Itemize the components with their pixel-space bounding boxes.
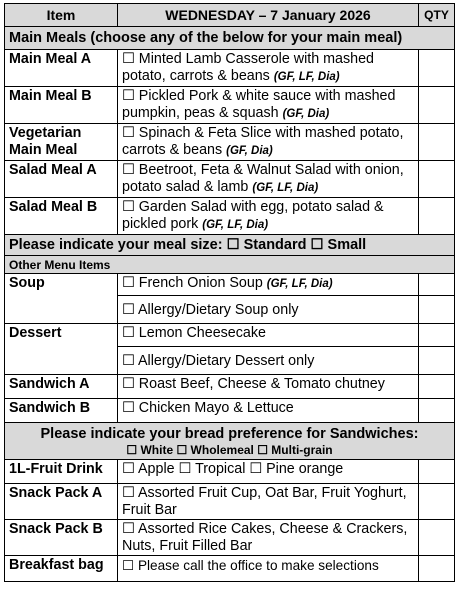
option-text: ☐ Beetroot, Feta & Walnut Salad with onion, potato salad & lamb: [122, 162, 404, 195]
qty-cell[interactable]: [419, 460, 455, 484]
qty-cell[interactable]: [419, 274, 455, 296]
soup-row-1: [5, 274, 455, 296]
item-option[interactable]: ☐ Allergy/Dietary Soup only: [118, 296, 419, 324]
item-option[interactable]: [118, 50, 419, 87]
header-row: [5, 4, 455, 27]
dietary-tag: (GF, LF, Dia): [252, 182, 319, 194]
menu-row: [5, 520, 455, 556]
menu-row: [5, 484, 455, 520]
dietary-tag: (GF, LF, Dia): [266, 278, 333, 290]
meal-size-selector[interactable]: Please indicate your meal size: ☐ Standard ☐ Small: [5, 235, 455, 256]
menu-row: [5, 556, 455, 582]
item-name: Salad Meal B: [5, 198, 118, 235]
other-items-section-title: Other Menu Items: [5, 256, 455, 274]
qty-cell[interactable]: [419, 347, 455, 375]
menu-row: [5, 375, 455, 399]
item-option[interactable]: ☐ Assorted Rice Cakes, Cheese & Crackers, Nuts, Fruit Filled Bar: [118, 520, 419, 556]
qty-cell[interactable]: [419, 87, 455, 124]
item-option[interactable]: [118, 87, 419, 124]
qty-cell[interactable]: [419, 198, 455, 235]
qty-column-header: QTY: [419, 4, 455, 27]
item-option[interactable]: ☐ Allergy/Dietary Dessert only: [118, 347, 419, 375]
main-meals-section-title: Main Meals (choose any of the below for your main meal): [5, 27, 455, 50]
dietary-tag: (GF, Dia): [226, 145, 273, 157]
option-text: ☐ French Onion Soup: [122, 275, 263, 291]
qty-cell[interactable]: [419, 399, 455, 423]
option-text: ☐ Garden Salad with egg, potato salad & pickled pork: [122, 199, 384, 232]
qty-cell[interactable]: [419, 520, 455, 556]
item-name: Soup: [5, 274, 118, 324]
item-option[interactable]: [118, 124, 419, 161]
qty-cell[interactable]: [419, 124, 455, 161]
dietary-tag: (GF, Dia): [282, 108, 330, 120]
menu-row: [5, 124, 455, 161]
item-column-header: Item: [5, 4, 118, 27]
item-option[interactable]: ☐ Chicken Mayo & Lettuce: [118, 399, 419, 423]
menu-row: [5, 198, 455, 235]
bread-preference-options[interactable]: ☐ White ☐ Wholemeal ☐ Multi-grain: [126, 442, 333, 457]
qty-cell[interactable]: [419, 50, 455, 87]
item-option[interactable]: [118, 274, 419, 296]
item-name: Snack Pack A: [5, 484, 118, 520]
item-option[interactable]: [118, 161, 419, 198]
qty-cell[interactable]: [419, 161, 455, 198]
option-text: ☐ Minted Lamb Casserole with mashed potato, carrots & beans: [122, 51, 375, 84]
item-option[interactable]: ☐ Lemon Cheesecake: [118, 324, 419, 347]
item-name: Salad Meal A: [5, 161, 118, 198]
bread-preference-row: [5, 423, 455, 460]
item-name: Vegetarian Main Meal: [5, 124, 118, 161]
meal-size-row: [5, 235, 455, 256]
main-meals-section-row: [5, 27, 455, 50]
item-name: Breakfast bag: [5, 556, 118, 582]
bread-preference-label: Please indicate your bread preference for Sandwiches:: [40, 425, 419, 442]
day-column-header: WEDNESDAY – 7 January 2026: [118, 4, 419, 27]
menu-row: [5, 87, 455, 124]
menu-order-form: [4, 3, 455, 582]
item-name: Sandwich A: [5, 375, 118, 399]
menu-row: [5, 460, 455, 484]
option-text: ☐ Spinach & Feta Slice with mashed potato, carrots & beans: [122, 125, 404, 158]
item-name: Sandwich B: [5, 399, 118, 423]
menu-row: [5, 399, 455, 423]
qty-cell[interactable]: [419, 556, 455, 582]
other-items-section-row: [5, 256, 455, 274]
item-option[interactable]: ☐ Please call the office to make selections: [118, 556, 419, 582]
dietary-tag: (GF, LF, Dia): [202, 219, 269, 231]
item-name: Main Meal A: [5, 50, 118, 87]
item-name: Dessert: [5, 324, 118, 375]
item-name: 1L-Fruit Drink: [5, 460, 118, 484]
qty-cell[interactable]: [419, 324, 455, 347]
item-option[interactable]: [118, 198, 419, 235]
item-option[interactable]: ☐ Roast Beef, Cheese & Tomato chutney: [118, 375, 419, 399]
qty-cell[interactable]: [419, 296, 455, 324]
item-option[interactable]: ☐ Apple ☐ Tropical ☐ Pine orange: [118, 460, 419, 484]
menu-row: [5, 50, 455, 87]
dietary-tag: (GF, LF, Dia): [273, 71, 340, 83]
item-option[interactable]: ☐ Assorted Fruit Cup, Oat Bar, Fruit Yoghurt, Fruit Bar: [118, 484, 419, 520]
option-text: ☐ Pickled Pork & white sauce with mashed pumpkin, peas & squash: [122, 88, 396, 121]
qty-cell[interactable]: [419, 484, 455, 520]
dessert-row-1: [5, 324, 455, 347]
item-name: Main Meal B: [5, 87, 118, 124]
bread-preference: [5, 423, 455, 460]
menu-row: [5, 161, 455, 198]
item-name: Snack Pack B: [5, 520, 118, 556]
qty-cell[interactable]: [419, 375, 455, 399]
